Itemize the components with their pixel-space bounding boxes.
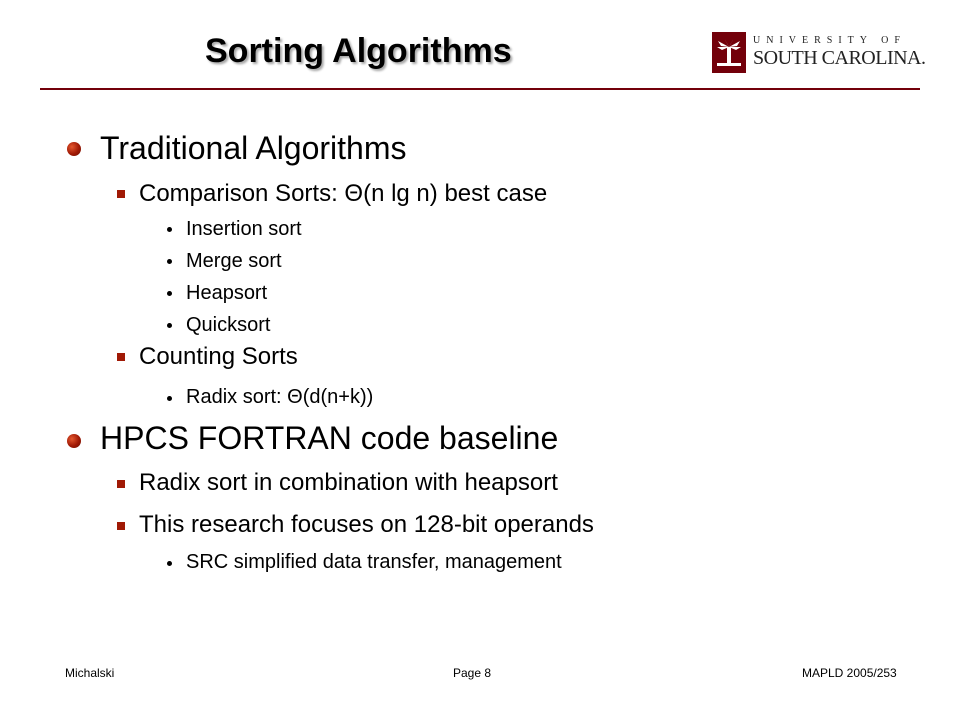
level3-bullet-icon: [167, 396, 172, 401]
footer-venue: MAPLD 2005/253: [802, 666, 897, 680]
bullet-radix-heapsort: Radix sort in combination with heapsort: [139, 469, 558, 496]
level3-bullet-icon: [167, 561, 172, 566]
level1-bullet-icon: [67, 142, 81, 156]
bullet-heapsort: Heapsort: [186, 282, 268, 304]
level3-bullet-icon: [167, 227, 172, 232]
bullet-counting-sorts: Counting Sorts: [139, 343, 298, 370]
level3-bullet-icon: [167, 259, 172, 264]
level2-bullet-icon: [117, 522, 125, 530]
logo-bottom-text: SOUTH CAROLINA.: [753, 47, 926, 69]
level3-bullet-icon: [167, 323, 172, 328]
level3-bullet-icon: [167, 291, 172, 296]
university-logo: [712, 30, 926, 74]
logo-top-text: UNIVERSITY OF: [753, 35, 906, 46]
bullet-comparison-sorts: Comparison Sorts: Θ(n lg n) best case: [139, 180, 548, 207]
title-divider: [40, 88, 920, 90]
bullet-hpcs-fortran: HPCS FORTRAN code baseline: [100, 420, 559, 456]
footer-page-number: Page 8: [453, 666, 492, 680]
bullet-insertion-sort: Insertion sort: [186, 218, 302, 240]
level2-bullet-icon: [117, 480, 125, 488]
slide-title: Sorting Algorithms: [205, 32, 512, 70]
palmetto-logo-icon: [712, 32, 746, 73]
bullet-quicksort: Quicksort: [186, 314, 271, 336]
bullet-128bit-operands: This research focuses on 128-bit operands: [139, 511, 594, 538]
bullet-merge-sort: Merge sort: [186, 250, 282, 272]
level2-bullet-icon: [117, 353, 125, 361]
bullet-src-transfer: SRC simplified data transfer, management: [186, 551, 562, 573]
level1-bullet-icon: [67, 434, 81, 448]
footer-author: Michalski: [65, 666, 115, 680]
level2-bullet-icon: [117, 190, 125, 198]
bullet-radix-sort: Radix sort: Θ(d(n+k)): [186, 386, 374, 408]
bullet-traditional-algorithms: Traditional Algorithms: [100, 130, 407, 166]
